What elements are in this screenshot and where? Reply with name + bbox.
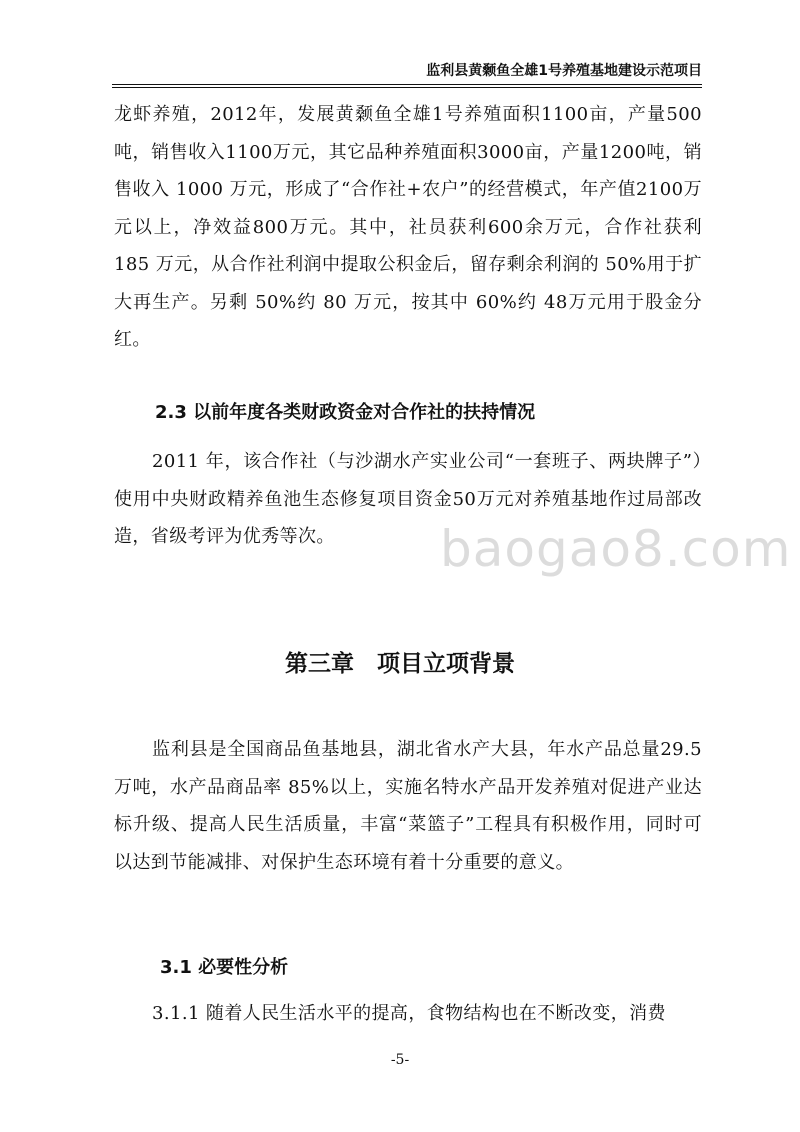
section-heading-3-1: 3.1 必要性分析	[160, 957, 289, 978]
page-number: -5-	[390, 1052, 410, 1068]
header-rule	[112, 87, 702, 88]
running-header: 监利县黄颡鱼全雄1号养殖基地建设示范项目	[112, 60, 702, 85]
paragraph-fiscal-support: 2011 年，该合作社（与沙湖水产实业公司“一套班子、两块牌子”）使用中央财政精养鱼池生态修复项目资金50万元对养殖基地作过局部改造，省级考评为优秀等次。	[114, 451, 702, 547]
chapter-title: 第三章 项目立项背景	[285, 651, 515, 677]
paragraph-cooperative-output: 龙虾养殖，2012年，发展黄颡鱼全雄1号养殖面积1100亩，产量500吨，销售收入1100万元，其它品种养殖面积3000亩，产量1200吨，销售收入 1000 万元，形成了“合作社+农户”的经营模式，年产值2100万元以上，净效益800万元。其中，社员获利600余万元，合作社获利 185 万元，从合作社利润中提取公积金后，留存剩余利润的 50%用于扩大再生产。另剩 50%约 80 万元，按其中 60%约 48万元用于股金分红。	[114, 104, 702, 350]
paragraph-necessity: 3.1.1 随着人民生活水平的提高，食物结构也在不断改变，消费	[152, 1003, 666, 1024]
watermark: baogao8.com	[440, 520, 792, 578]
section-heading-2-3: 2.3 以前年度各类财政资金对合作社的扶持情况	[155, 402, 536, 423]
paragraph-county-background: 监利县是全国商品鱼基地县，湖北省水产大县，年水产品总量29.5万吨，水产品商品率 85%以上，实施名特水产品开发养殖对促进产业达标升级、提高人民生活质量，丰富“菜篮子”工程具有积极作用，同时可以达到节能减排、对保护生态环境有着十分重要的意义。	[114, 739, 702, 873]
